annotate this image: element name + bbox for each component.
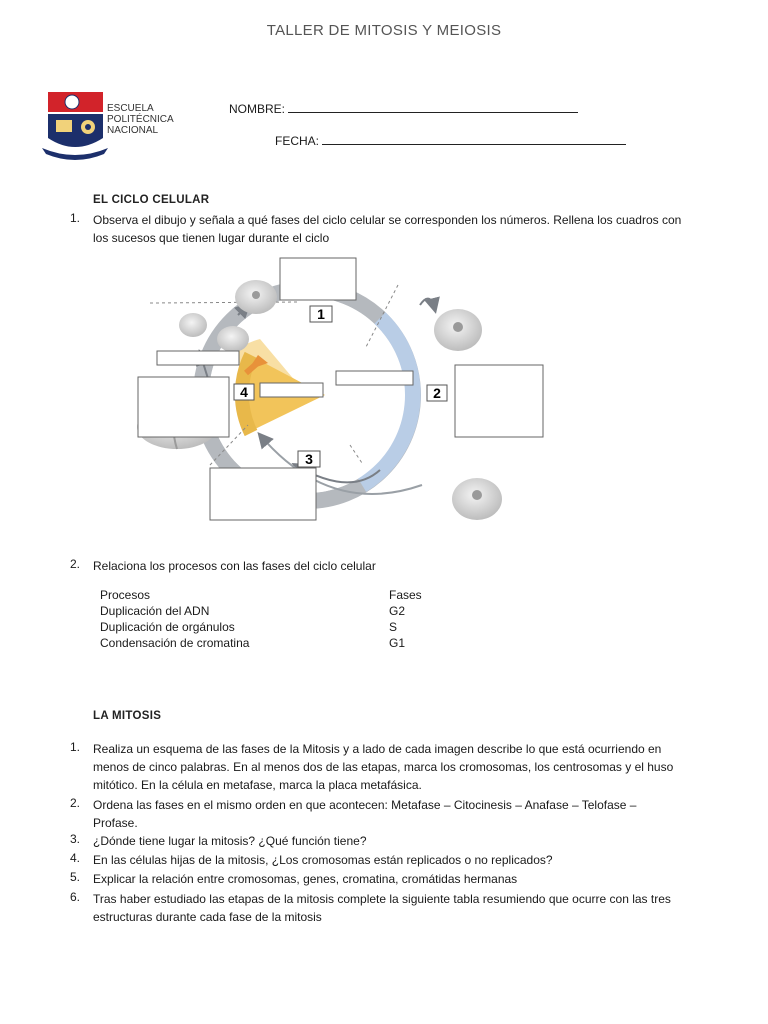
question-line: Profase.: [93, 816, 138, 830]
question-line: mitótico. En la célula en metafase, marca la placa metafásica.: [93, 778, 422, 792]
table-cell-phase: S: [389, 620, 398, 634]
diagram-number: 2: [433, 385, 441, 401]
table-cell-process: Duplicación del ADN: [100, 604, 210, 618]
answer-box[interactable]: [260, 383, 323, 397]
mitosis-question-3: ¿Dónde tiene lugar la mitosis? ¿Qué función tiene?: [93, 834, 367, 848]
section-heading-ciclo: EL CICLO CELULAR: [93, 194, 210, 206]
fecha-blank-line[interactable]: [322, 134, 626, 145]
nombre-label: NOMBRE:: [229, 102, 286, 116]
question-line: menos de cinco palabras. En al menos dos de las etapas, marca los cromosomas, los centrosomas y el huso: [93, 760, 674, 774]
table-header-fases: Fases: [389, 588, 422, 602]
fecha-field: [275, 134, 626, 148]
answer-box[interactable]: [157, 351, 239, 365]
logo-text: [107, 103, 174, 136]
logo-line-3: NACIONAL: [107, 125, 159, 136]
question-line: Ordena las fases en el mismo orden en que acontecen: Metafase – Citocinesis – Anafase – Telofase –: [93, 798, 637, 812]
answer-box[interactable]: [210, 468, 316, 520]
cell-icon: [179, 313, 207, 337]
mitosis-question-5: Explicar la relación entre cromosomas, genes, cromatina, cromátidas hermanas: [93, 872, 518, 886]
section-heading-mitosis: LA MITOSIS: [93, 710, 162, 722]
mitosis-question-6: [93, 890, 720, 926]
table-cell-phase: G2: [389, 604, 406, 618]
mitosis-question-1: [93, 740, 720, 794]
mitosis-question-4: En las células hijas de la mitosis, ¿Los cromosomas están replicados o no replicados?: [93, 853, 553, 867]
diagram-number: 4: [240, 384, 248, 400]
question-number: 1.: [70, 211, 81, 225]
question-number: 2.: [70, 796, 81, 810]
cycle-arrow-right: [420, 299, 435, 310]
question-line: Tras haber estudiado las etapas de la mitosis complete la siguiente tabla resumiendo que ocurre con las tres: [93, 892, 671, 906]
question-number: 1.: [70, 740, 81, 754]
question-number: 3.: [70, 832, 81, 846]
table-cell-process: Condensación de cromatina: [100, 636, 250, 650]
nombre-blank-line[interactable]: [288, 102, 578, 113]
fecha-label: FECHA:: [275, 134, 320, 148]
question-1-text: [93, 211, 720, 247]
question-2-text: Relaciona los procesos con las fases del ciclo celular: [93, 559, 376, 573]
logo-line-1: ESCUELA: [107, 103, 154, 114]
cell-cycle-diagram: [130, 255, 550, 525]
table-cell-phase: G1: [389, 636, 406, 650]
question-1-line: los sucesos que tienen lugar durante el ciclo: [93, 231, 330, 245]
cell-icon: [217, 326, 249, 352]
mitosis-question-2: [93, 796, 720, 832]
diagram-number: 1: [317, 306, 325, 322]
question-number: 4.: [70, 851, 81, 865]
question-line: Realiza un esquema de las fases de la Mitosis y a lado de cada imagen describe lo que está ocurriendo en: [93, 742, 662, 756]
answer-box[interactable]: [455, 365, 543, 437]
answer-box[interactable]: [336, 371, 413, 385]
table-cell-process: Duplicación de orgánulos: [100, 620, 235, 634]
question-line: estructuras durante cada fase de la mitosis: [93, 910, 322, 924]
document-title: TALLER DE MITOSIS Y MEIOSIS: [266, 22, 502, 39]
question-1-line: Observa el dibujo y señala a qué fases del ciclo celular se corresponden los números. Rellena los cuadros con: [93, 213, 682, 227]
answer-box[interactable]: [138, 377, 229, 437]
answer-box[interactable]: [280, 258, 356, 300]
question-number: 5.: [70, 870, 81, 884]
question-number: 6.: [70, 890, 81, 904]
table-header-procesos: Procesos: [100, 588, 151, 602]
diagram-number: 3: [305, 451, 313, 467]
question-number: 2.: [70, 557, 81, 571]
logo-line-2: POLITÉCNICA: [107, 114, 174, 125]
nombre-field: [229, 102, 578, 116]
